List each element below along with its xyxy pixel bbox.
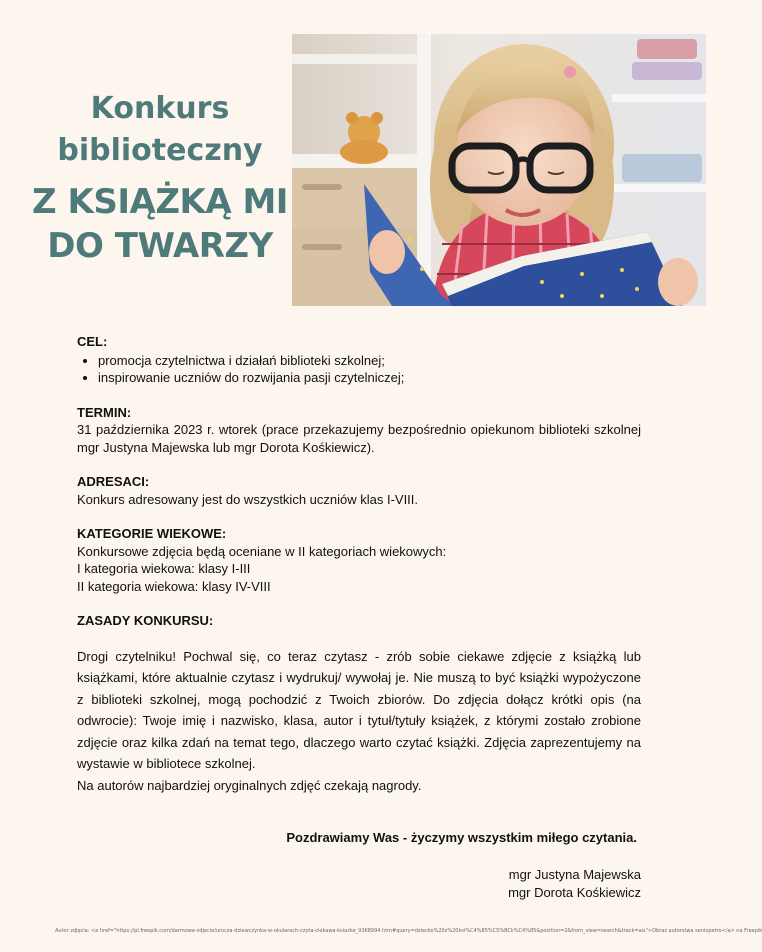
headline-line1: Z KSIĄŻKĄ MI	[32, 182, 288, 222]
zasady-heading: ZASADY KONKURSU:	[77, 613, 214, 628]
kategorie-cat1: I kategoria wiekowa: klasy I-III	[77, 561, 251, 576]
signature-2: mgr Dorota Kośkiewicz	[508, 885, 641, 900]
signature-1: mgr Justyna Majewska	[508, 867, 641, 882]
zasady-body: Drogi czytelniku! Pochwal się, co teraz czytasz - zrób sobie ciekawe zdjęcie z książką lub książkami, które aktualnie czytasz i wydrukuj/ wywołaj je. Nie muszą to być książki wypożyczone z biblioteki szkolnej, mogą pochodzić z Twoich zbiorów. Do zdjęcia dołącz krótki opis (na odwrocie): Twoje imię i nazwisko, klasa, autor i tytuł/tytuły książek, z którymi zostało zrobione zdjęcie oraz kilka zdań na temat tego, dlaczego warto czytać książki. Zdjęcia zaprezentujemy na wystawie w bibliotece szkolnej.	[77, 648, 641, 771]
greeting: Pozdrawiamy Was - życzymy wszystkim miłego czytania.	[286, 830, 637, 845]
headline-line2: DO TWARZY	[47, 226, 273, 266]
title-line1: Konkurs	[90, 91, 230, 126]
cel-item: • inspirowanie uczniów do rozwijania pasji czytelniczej;	[98, 369, 641, 387]
zasady-prize: Na autorów najbardziej oryginalnych zdjęć czekają nagrody.	[77, 777, 422, 793]
signatures	[508, 866, 641, 902]
termin-text: 31 października 2023 r. wtorek (prace przekazujemy bezpośrednio opiekunom biblioteki szkolnej mgr Justyna Majewska lub mgr Dorota Kośkiewicz).	[77, 422, 641, 455]
title-block	[30, 88, 290, 268]
kategorie-heading: KATEGORIE WIEKOWE:	[77, 526, 227, 541]
adresaci-heading: ADRESACI:	[77, 474, 150, 489]
adresaci-text: Konkurs adresowany jest do wszystkich uczniów klas I-VIII.	[77, 491, 419, 507]
zasady-text	[77, 646, 641, 797]
girl-reading-photo	[292, 34, 706, 306]
girl-reading-illustration	[292, 34, 706, 306]
kategorie-cat2: II kategoria wiekowa: klasy IV-VIII	[77, 578, 271, 594]
photo-credit: Autor zdjęcia: <a href="https://pl.freepik.com/darmowe-zdjecie/urocza-dziewczynka-w-okularach-czyta-ciekawa-ksiazke_9368994.htm#query=dziecko%20z%20ksi%C4%85%C5%BCk%C4%85&position=2&from_view=search&track=ais">Obraz autorstwa senivpetro</a> na Freepik	[55, 928, 762, 934]
cel-list	[77, 352, 641, 387]
termin-heading: TERMIN:	[77, 404, 132, 420]
kategorie-intro: Konkursowe zdjęcia będą oceniane w II kategoriach wiekowych:	[77, 543, 447, 559]
cel-item: • promocja czytelnictwa i działań biblioteki szkolnej;	[98, 352, 641, 370]
title-line2: biblioteczny	[57, 133, 263, 168]
cel-heading: CEL:	[77, 334, 108, 349]
content	[77, 333, 641, 796]
